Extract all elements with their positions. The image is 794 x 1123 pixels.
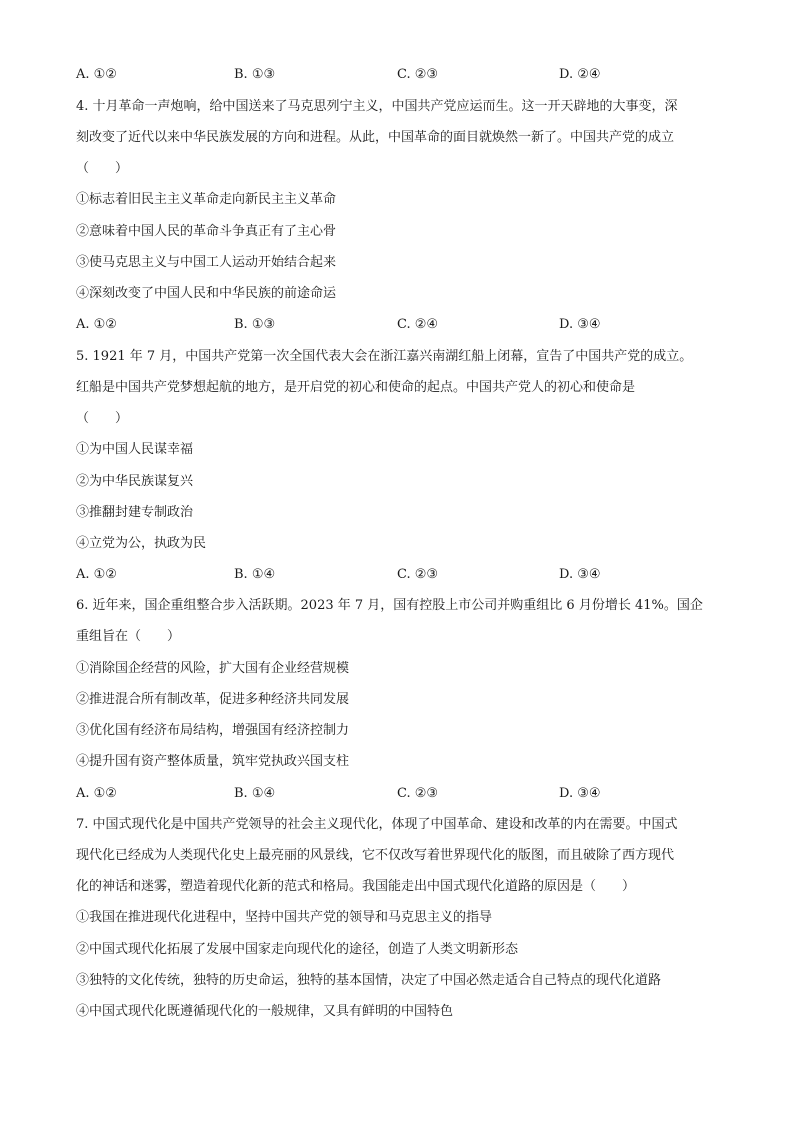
q5-option-d[interactable]: D. ③④ bbox=[559, 567, 601, 582]
q4-option-d[interactable]: D. ③④ bbox=[559, 317, 601, 332]
q5-statement-1: ①为中国人民谋幸福 bbox=[76, 442, 194, 457]
q6-stem-line-1: 6. 近年来，国企重组整合步入活跃期。2023 年 7 月，国有控股上市公司并购重组比 6 月份增长 41%。国企 bbox=[76, 598, 703, 613]
q6-statement-4: ④提升国有资产整体质量，筑牢党执政兴国支柱 bbox=[76, 754, 350, 769]
q7-statement-1: ①我国在推进现代化进程中，坚持中国共产党的领导和马克思主义的指导 bbox=[76, 910, 493, 925]
q5-option-b[interactable]: B. ①④ bbox=[234, 567, 276, 582]
q4-stem-line-2: 刻改变了近代以来中华民族发展的方向和进程。从此，中国革命的面目就焕然一新了。中国共产党的成立 bbox=[76, 130, 675, 145]
q7-stem-line-2: 现代化已经成为人类现代化史上最亮丽的风景线，它不仅改写着世界现代化的版图，而且破除了西方现代 bbox=[76, 848, 675, 863]
q3-options bbox=[76, 65, 726, 85]
q6-option-b[interactable]: B. ①④ bbox=[234, 786, 276, 801]
q4-options bbox=[76, 315, 726, 335]
q6-statement-3: ③优化国有经济布局结构，增强国有经济控制力 bbox=[76, 723, 350, 738]
q6-option-c[interactable]: C. ②③ bbox=[397, 786, 439, 801]
q6-statement-1: ①消除国企经营的风险，扩大国有企业经营规模 bbox=[76, 661, 350, 676]
q6-option-d[interactable]: D. ③④ bbox=[559, 786, 601, 801]
q4-statement-4: ④深刻改变了中国人民和中华民族的前途命运 bbox=[76, 286, 337, 301]
q7-statement-3: ③独特的文化传统，独特的历史命运，独特的基本国情，决定了中国必然走适合自己特点的现代化道路 bbox=[76, 973, 662, 988]
q4-option-c[interactable]: C. ②④ bbox=[397, 317, 439, 332]
q7-stem-line-3: 化的神话和迷雾，塑造着现代化新的范式和格局。我国能走出中国式现代化道路的原因是（ ） bbox=[76, 879, 636, 894]
q5-option-a[interactable]: A. ①② bbox=[76, 567, 117, 582]
q5-statement-4: ④立党为公，执政为民 bbox=[76, 536, 207, 551]
q4-option-b[interactable]: B. ①③ bbox=[234, 317, 276, 332]
q3-option-d[interactable]: D. ②④ bbox=[559, 67, 601, 82]
q5-options bbox=[76, 565, 726, 585]
q7-stem-line-1: 7. 中国式现代化是中国共产党领导的社会主义现代化，体现了中国革命、建设和改革的内在需要。中国式 bbox=[76, 817, 678, 832]
q5-stem-line-2: 红船是中国共产党梦想起航的地方，是开启党的初心和使命的起点。中国共产党人的初心和使命是 bbox=[76, 380, 636, 395]
q4-statement-1: ①标志着旧民主主义革命走向新民主主义革命 bbox=[76, 192, 337, 207]
q4-statement-2: ②意味着中国人民的革命斗争真正有了主心骨 bbox=[76, 224, 337, 239]
q4-stem-line-1: 4. 十月革命一声炮响，给中国送来了马克思列宁主义，中国共产党应运而生。这一开天辟地的大事变，深 bbox=[76, 99, 678, 114]
q5-answer-blank: （ ） bbox=[76, 411, 129, 426]
q7-statement-2: ②中国式现代化拓展了发展中国家走向现代化的途径，创造了人类文明新形态 bbox=[76, 942, 519, 957]
q5-option-c[interactable]: C. ②③ bbox=[397, 567, 439, 582]
q3-option-c[interactable]: C. ②③ bbox=[397, 67, 439, 82]
q3-option-a[interactable]: A. ①② bbox=[76, 67, 117, 82]
q6-options bbox=[76, 784, 726, 804]
q5-statement-2: ②为中华民族谋复兴 bbox=[76, 474, 194, 489]
q4-option-a[interactable]: A. ①② bbox=[76, 317, 117, 332]
q6-stem-line-2: 重组旨在（ ） bbox=[76, 629, 181, 644]
q3-option-b[interactable]: B. ①③ bbox=[234, 67, 276, 82]
q6-option-a[interactable]: A. ①② bbox=[76, 786, 117, 801]
q4-statement-3: ③使马克思主义与中国工人运动开始结合起来 bbox=[76, 255, 337, 270]
q5-stem-line-1: 5. 1921 年 7 月，中国共产党第一次全国代表大会在浙江嘉兴南湖红船上闭幕，宣告了中国共产党的成立。 bbox=[76, 349, 693, 364]
q4-answer-blank: （ ） bbox=[76, 161, 129, 176]
q6-statement-2: ②推进混合所有制改革，促进多种经济共同发展 bbox=[76, 692, 350, 707]
q7-statement-4: ④中国式现代化既遵循现代化的一般规律，又具有鲜明的中国特色 bbox=[76, 1004, 454, 1019]
q5-statement-3: ③推翻封建专制政治 bbox=[76, 505, 194, 520]
